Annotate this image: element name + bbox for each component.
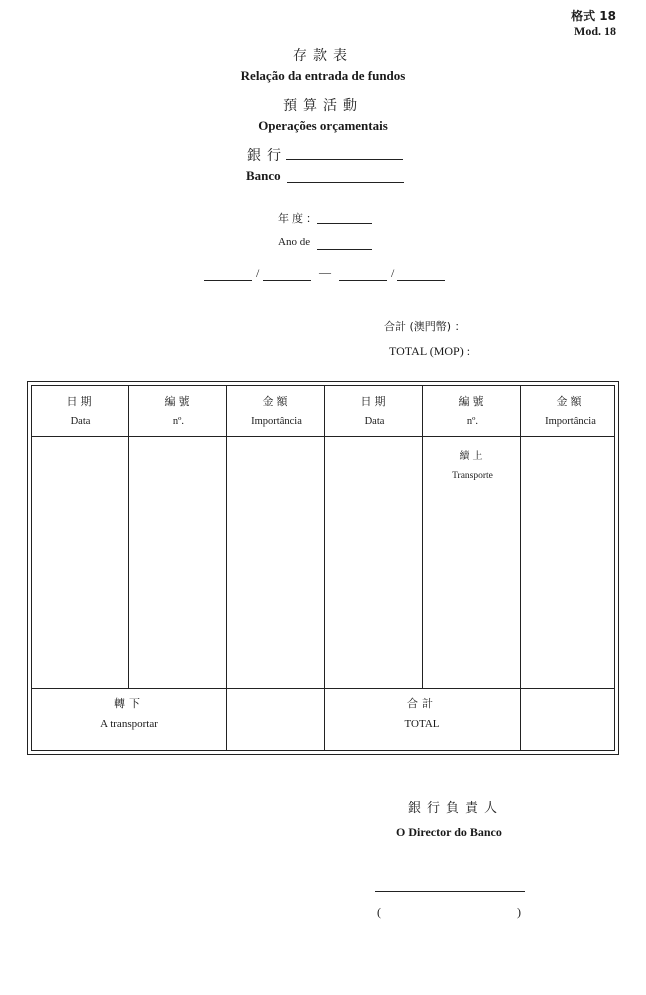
col-divider-1 — [128, 386, 129, 688]
bank-label-zh: 銀行 — [247, 148, 287, 164]
date-from-month-line — [263, 280, 311, 281]
subtitle-zh: 預算活動 — [283, 98, 363, 114]
bank-pt-line — [287, 182, 404, 183]
footer-divider — [32, 688, 614, 689]
signature-title-zh: 銀行負責人 — [408, 801, 504, 816]
title-zh: 存款表 — [293, 48, 353, 64]
year-label-pt: Ano de — [278, 236, 311, 248]
carry-out-label: 轉下 A transportar — [100, 697, 158, 730]
col-header-date-1: 日期 Data — [66, 395, 95, 427]
title-pt: Relação da entrada de fundos — [240, 68, 406, 83]
year-zh-line — [317, 223, 372, 224]
signature-title-pt: O Director do Banco — [396, 825, 502, 839]
signature-line — [375, 891, 525, 892]
subtitle-pt: Operações orçamentais — [258, 118, 388, 133]
deposits-table-inner — [31, 385, 615, 751]
total-label-pt: TOTAL (MOP) : — [389, 344, 471, 358]
total-label-zh: 合計 (澳門幣) ： — [384, 320, 466, 333]
col-header-number-2: 編號 nº. — [458, 395, 487, 427]
header-divider — [32, 436, 614, 437]
bank-label-pt: Banco — [246, 168, 281, 183]
form-code-pt: Mod. 18 — [574, 24, 616, 38]
signature-paren-close: ) — [517, 905, 521, 919]
year-pt-line — [317, 249, 372, 250]
date-to-day-line — [339, 280, 387, 281]
date-from-slash: / — [256, 266, 260, 280]
col-header-number-1: 編號 nº. — [164, 395, 193, 427]
col-divider-5 — [520, 386, 521, 750]
date-range-dash: — — [319, 265, 331, 279]
date-to-month-line — [397, 280, 445, 281]
col-header-amount-2: 金額 Importância — [545, 395, 596, 427]
signature-paren-open: ( — [377, 905, 381, 919]
date-from-day-line — [204, 280, 252, 281]
deposits-table — [27, 381, 619, 755]
footer-total-label: 合計 TOTAL — [404, 697, 440, 730]
date-to-slash: / — [391, 266, 395, 280]
bank-zh-line — [286, 159, 403, 160]
col-divider-4 — [422, 386, 423, 688]
col-header-amount-1: 金額 Importância — [251, 395, 302, 427]
form-code-zh: 格式 18 — [571, 9, 616, 23]
year-label-zh: 年度： — [278, 212, 320, 225]
carried-in-label: 續上 Transporte — [452, 451, 493, 481]
col-divider-2 — [226, 386, 227, 750]
col-header-date-2: 日期 Data — [360, 395, 389, 427]
